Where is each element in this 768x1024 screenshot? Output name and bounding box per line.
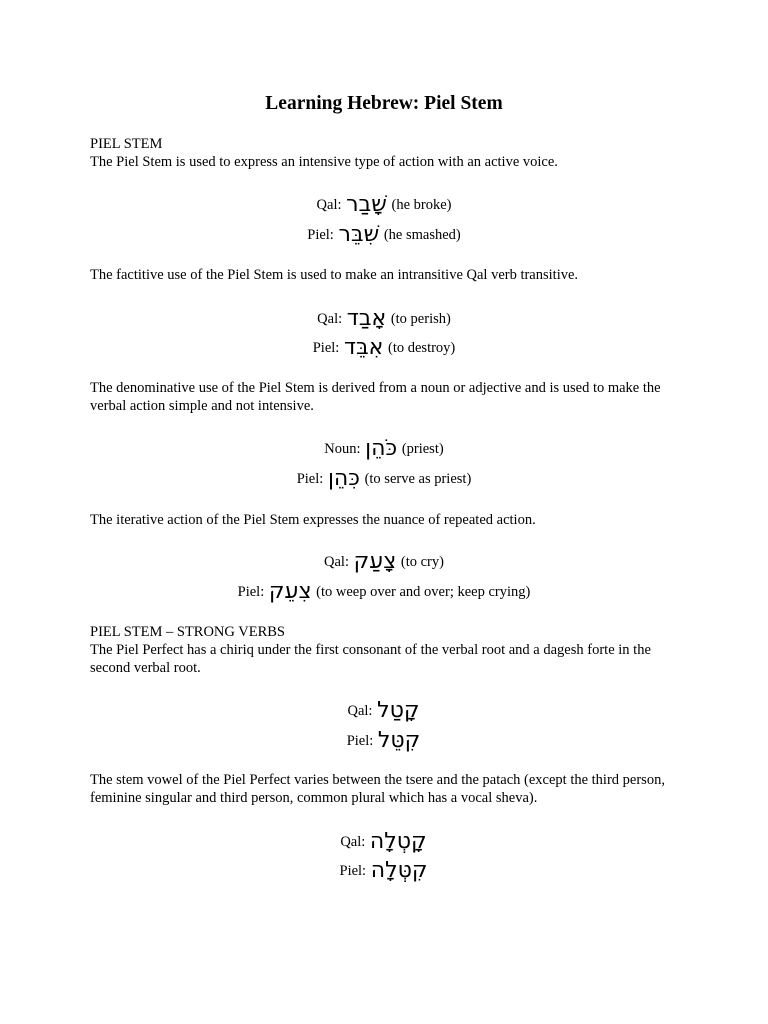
example-line [0,192,768,218]
example-line [0,436,768,462]
strong-verbs-section [90,623,685,677]
example-gloss: (to weep over and over; keep crying) [316,584,531,600]
example-label: Piel: [339,863,367,879]
denominative-paragraph: The denominative use of the Piel Stem is derived from a noun or adjective and is used to make the verbal action simple and not intensive. [90,380,661,414]
hebrew-word: כִּהֵן [327,466,360,491]
piel-stem-intro: The Piel Stem is used to express an intensive type of action with an active voice. [90,154,558,170]
example-gloss: (to perish) [390,311,451,327]
example-line [0,829,768,855]
piel-stem-section [90,135,685,171]
factitive-paragraph: The factitive use of the Piel Stem is used to make an intransitive Qal verb transitive. [90,267,579,283]
section-heading-piel-stem: PIEL STEM [90,136,163,152]
example-line [0,858,768,884]
hebrew-word: קִטֵּל [377,728,421,753]
hebrew-word: כֹּהֵן [365,436,398,461]
example-label: Qal: [316,197,342,213]
example-gloss: (to cry) [400,554,444,570]
hebrew-word: קִטְּלָה [370,858,428,883]
example-label: Piel: [237,584,265,600]
example-label: Qal: [340,834,366,850]
example-label: Qal: [324,554,349,570]
strong-verbs-paragraph: The Piel Perfect has a chiriq under the first consonant of the verbal root and a dagesh forte in the second verbal root. [90,642,651,676]
example-line [0,466,768,492]
example-label: Piel: [296,471,324,487]
example-gloss: (priest) [401,441,444,457]
example-line [0,335,768,361]
example-line [0,728,768,754]
example-line [0,222,768,248]
hebrew-word: צִעֵק [268,579,312,604]
hebrew-word: שָׁבַר [346,192,387,217]
hebrew-word: שִׁבֵּר [338,222,380,247]
example-gloss: (to serve as priest) [364,471,472,487]
example-label: Noun: [324,441,361,457]
example-line [0,306,768,332]
example-gloss: (he smashed) [383,227,461,243]
section-heading-strong-verbs: PIEL STEM – STRONG VERBS [90,624,285,640]
example-line [0,698,768,724]
hebrew-word: אָבַד [346,306,387,331]
example-line [0,579,768,605]
iterative-paragraph: The iterative action of the Piel Stem expresses the nuance of repeated action. [90,512,536,528]
example-gloss: (to destroy) [388,340,456,356]
example-label: Qal: [317,311,343,327]
hebrew-word: אִבֵּד [343,335,384,360]
example-gloss: (he broke) [391,197,452,213]
stem-vowel-paragraph: The stem vowel of the Piel Perfect varies between the tsere and the patach (except the third person, feminine singular and third person, common plural which has a vocal sheva). [90,772,665,806]
example-label: Piel: [312,340,340,356]
hebrew-word: קָטַל [377,698,420,723]
page-title: Learning Hebrew: Piel Stem [265,93,503,114]
example-line [0,549,768,575]
hebrew-word: צָעַק [353,549,397,574]
example-label: Qal: [347,703,373,719]
hebrew-word: קָטְלָה [369,829,427,854]
example-label: Piel: [307,227,334,243]
example-label: Piel: [346,733,374,749]
